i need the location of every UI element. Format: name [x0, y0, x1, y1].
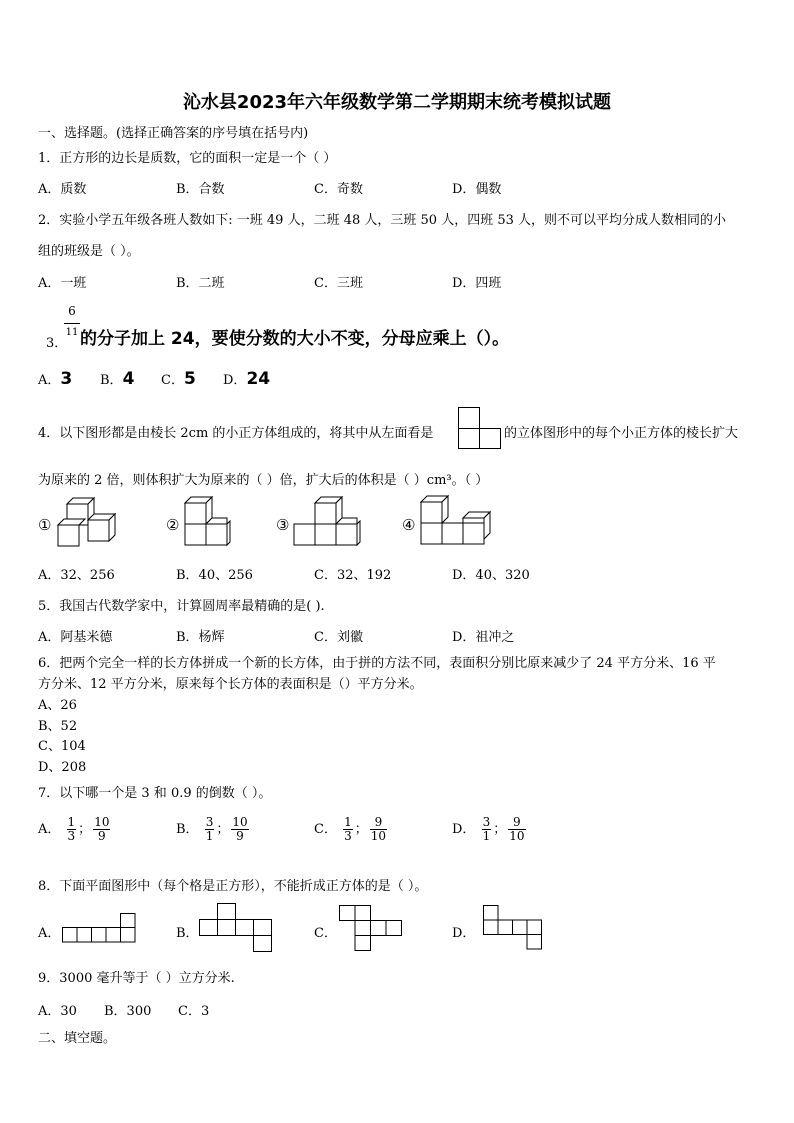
- cube-figure-1[interactable]: [56, 498, 116, 550]
- q1-option-c[interactable]: C．奇数: [314, 182, 363, 197]
- q7-d-fraction-2: $\frac{9}{10}$: [509, 815, 525, 843]
- q5-option-b[interactable]: B．杨辉: [176, 630, 225, 645]
- cube-figure-2[interactable]: [183, 497, 231, 549]
- q9-option-c[interactable]: C．3: [178, 1004, 210, 1019]
- q6-option-a[interactable]: A、26: [38, 698, 77, 713]
- question-8-stem: 8．下面平面图形中（每个格是正方形），不能折成正方体的是（ ）。: [38, 879, 428, 894]
- page-title: 沁水县2023年六年级数学第二学期期末统考模拟试题: [182, 92, 612, 113]
- q7-option-b[interactable]: [176, 816, 251, 843]
- section-one-heading: 一、选择题。(选择正确答案的序号填在括号内): [38, 126, 309, 141]
- section-two-heading: 二、填空题。: [38, 1031, 117, 1046]
- q6-option-c[interactable]: C、104: [38, 739, 86, 754]
- q6-option-b[interactable]: B、52: [38, 719, 78, 734]
- q8-net-a[interactable]: [62, 913, 137, 943]
- q7-option-a[interactable]: [38, 816, 112, 843]
- q1-option-d[interactable]: D．偶数: [452, 182, 502, 197]
- q8-option-c[interactable]: C．: [314, 926, 337, 941]
- q3-option-a-value: 3: [60, 369, 73, 389]
- q3-option-b-value: 4: [122, 369, 135, 389]
- q2-option-d[interactable]: D．四班: [452, 276, 502, 291]
- q9-option-b[interactable]: B．300: [104, 1004, 152, 1019]
- q8-option-b[interactable]: B．: [176, 926, 199, 941]
- question-3-number: 3．: [46, 336, 68, 351]
- q1-option-b[interactable]: B．合数: [176, 182, 225, 197]
- q7-option-d-label: D．: [452, 822, 476, 837]
- q7-option-c-label: C．: [314, 822, 337, 837]
- question-2-stem-line2: 组的班级是（ ）。: [38, 244, 140, 259]
- q3-fraction-numerator: 6: [68, 304, 76, 318]
- q7-option-b-label: B．: [176, 822, 199, 837]
- q7-a-fraction-2: $\frac{10}{9}$: [94, 815, 110, 843]
- q3-option-c-value: 5: [183, 369, 196, 389]
- q3-option-d-label: D．: [223, 373, 247, 388]
- q2-option-c[interactable]: C．三班: [314, 276, 363, 291]
- q3-option-a[interactable]: [38, 369, 72, 389]
- figure-4-label: ④: [402, 516, 416, 534]
- q4-option-b[interactable]: B．40、256: [176, 568, 253, 583]
- q3-option-d[interactable]: [223, 369, 270, 389]
- question-5-stem: 5．我国古代数学家中，计算圆周率最精确的是( ).: [38, 599, 325, 614]
- q8-net-c[interactable]: [339, 905, 405, 953]
- q7-d-separator: ；: [493, 822, 507, 837]
- q5-option-a[interactable]: A．阿基米德: [38, 630, 113, 645]
- question-4-stem-line2: 为原来的 2 倍，则体积扩大为原来的（ ）倍，扩大后的体积是（ ）cm³。（ ）: [38, 473, 489, 488]
- question-7-stem: 7．以下哪一个是 3 和 0.9 的倒数（ ）。: [38, 786, 272, 801]
- question-9-stem: 9．3000 毫升等于（ ）立方分米.: [38, 971, 235, 986]
- q3-option-d-value: 24: [246, 369, 271, 389]
- q7-c-separator: ；: [354, 822, 368, 837]
- q4-option-d[interactable]: D．40、320: [452, 568, 530, 583]
- q5-option-c[interactable]: C．刘徽: [314, 630, 363, 645]
- q7-option-c[interactable]: [314, 816, 389, 843]
- q3-option-c-label: C．: [161, 373, 184, 388]
- q7-option-d[interactable]: [452, 816, 528, 843]
- q8-option-a[interactable]: A．: [38, 926, 61, 941]
- q8-net-d[interactable]: [483, 905, 545, 951]
- question-1-stem: 1．正方形的边长是质数，它的面积一定是一个（ ）: [38, 151, 337, 166]
- cube-figure-4[interactable]: [420, 496, 500, 548]
- question-6-stem-line1: 6．把两个完全一样的长方体拼成一个新的长方体，由于拼的方法不同，表面积分别比原来减少了 24 平方分米、16 平: [38, 656, 716, 671]
- q8-net-b[interactable]: [199, 903, 274, 953]
- q7-c-fraction-1: $\frac{1}{3}$: [344, 815, 352, 843]
- question-2-stem-line1: 2．实验小学五年级各班人数如下: 一班 49 人，二班 48 人，三班 50 人，四班 53 人，则不可以平均分成人数相同的小: [38, 213, 727, 228]
- q3-fraction: [64, 304, 80, 340]
- q7-b-fraction-1: $\frac{3}{1}$: [205, 815, 214, 843]
- q3-option-b-label: B．: [100, 373, 123, 388]
- cube-figure-3[interactable]: [293, 497, 361, 549]
- q7-b-fraction-2: $\frac{10}{9}$: [232, 815, 248, 843]
- q3-option-c[interactable]: [161, 369, 196, 389]
- q6-option-d[interactable]: D、208: [38, 760, 87, 775]
- q5-option-d[interactable]: D．祖冲之: [452, 630, 515, 645]
- q8-option-d[interactable]: D．: [452, 926, 476, 941]
- q7-option-a-label: A．: [38, 822, 61, 837]
- q3-option-a-label: A．: [38, 373, 61, 388]
- q4-option-a[interactable]: A．32、256: [38, 568, 115, 583]
- q4-option-c[interactable]: C．32、192: [314, 568, 392, 583]
- q7-d-fraction-1: $\frac{3}{1}$: [482, 815, 491, 843]
- q2-option-a[interactable]: A．一班: [38, 276, 87, 291]
- q9-option-a[interactable]: A．30: [38, 1004, 77, 1019]
- q7-b-separator: ；: [216, 822, 230, 837]
- q7-a-fraction-1: $\frac{1}{3}$: [67, 815, 76, 843]
- question-3-stem: 的分子加上 24，要使分数的大小不变，分母应乘上（）。: [80, 329, 510, 349]
- q3-fraction-denominator: 11: [65, 327, 79, 338]
- question-4-stem-part2: 的立体图形中的每个小正方体的棱长扩大: [504, 426, 739, 441]
- q7-c-fraction-2: $\frac{9}{10}$: [370, 815, 387, 843]
- figure-1-label: ①: [38, 516, 52, 534]
- q4-left-view-figure: [458, 407, 502, 449]
- figure-2-label: ②: [166, 516, 180, 534]
- q2-option-b[interactable]: B．二班: [176, 276, 225, 291]
- figure-3-label: ③: [276, 516, 290, 534]
- q1-option-a[interactable]: A．质数: [38, 182, 87, 197]
- question-6-stem-line2: 方分米、12 平方分米，原来每个长方体的表面积是（）平方分米。: [38, 677, 423, 692]
- q3-option-b[interactable]: [100, 369, 134, 389]
- q7-a-separator: ；: [78, 822, 92, 837]
- question-4-stem-part1: 4．以下图形都是由棱长 2cm 的小正方体组成的，将其中从左面看是: [38, 426, 434, 441]
